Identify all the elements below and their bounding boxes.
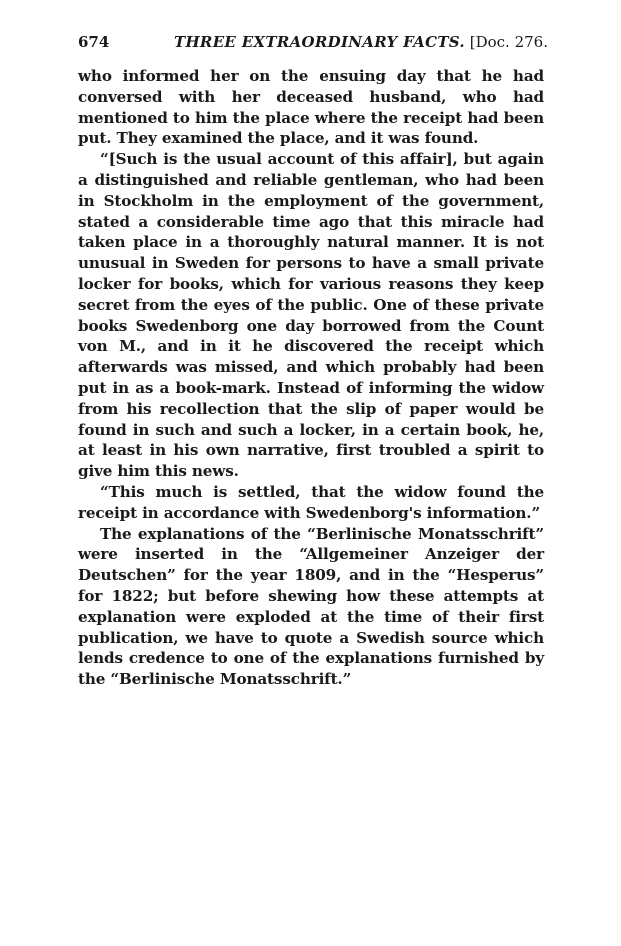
paragraph-continuation: who informed her on the ensuing day that he had conversed with her deceased husband, who had mentioned to him the place where the receipt had been put. They examined the place, and it was found. xyxy=(78,67,544,148)
running-header xyxy=(78,30,548,54)
page-number: 674 xyxy=(78,33,110,51)
paragraph: The explanations of the “Berlinische Monatsschrift” were inserted in the “Allgemeiner Anzeiger der Deutschen” for the year 1809, and in the “Hesperus” for 1822; but before shewing how these attempts at explanation were exploded at the time of their first publication, we have to quote a Swedish source which lends credence to one of the explanations furnished by the “Berlinische Monatsschrift.” xyxy=(78,524,544,689)
running-title: THREE EXTRAORDINARY FACTS. xyxy=(174,33,465,51)
paragraph: “This much is settled, that the widow found the receipt in accordance with Swedenborg's information.” xyxy=(78,482,544,522)
document-reference: [Doc. 276. xyxy=(469,33,548,51)
paragraph: “[Such is the usual account of this affair], but again a distinguished and reliable gentleman, who had been in Stockholm in the employment of the government, stated a considerable time ago that this miracle had taken place in a thoroughly natural manner. It is not unusual in Sweden for persons to have a small private locker for books, which for various reasons they keep secret from the eyes of the public. One of these private books Swedenborg one day borrowed from the Count von M., and in it he discovered the receipt which afterwards was missed, and which probably had been put in as a book-mark. Instead of informing the widow from his recollection that the slip of paper would be found in such and such a locker, in a certain book, he, at least in his own narrative, first troubled a spirit to give him this news. xyxy=(78,150,544,481)
body-text xyxy=(78,66,544,690)
